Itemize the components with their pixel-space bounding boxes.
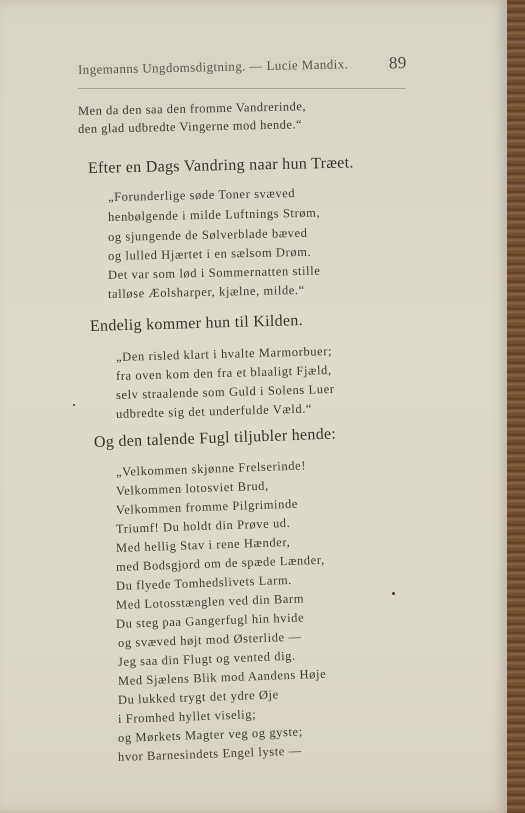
verse-line: og Mørkets Magter veg og gyste; xyxy=(117,724,304,745)
verse-line: Du flyede Tomhedslivets Larm. xyxy=(115,572,293,593)
verse-line: „Velkommen skjønne Frelserinde! xyxy=(115,458,307,479)
page-number: 89 xyxy=(388,53,407,73)
verse-line: „Forunderlige søde Toner svæved xyxy=(107,186,296,204)
verse-line: Velkommen lotosviet Brud, xyxy=(115,478,269,498)
header-rule xyxy=(78,88,406,89)
verse-line: udbredte sig det underfulde Væld.“ xyxy=(115,401,313,421)
verse-line: fra oven kom den fra et blaaligt Fjæld, xyxy=(115,362,332,383)
running-header xyxy=(78,55,408,78)
verse-line: Jeg saa din Flugt og vented dig. xyxy=(117,648,296,669)
verse-line: Med Sjælens Blik mod Aandens Høje xyxy=(117,666,327,688)
verse-line: Velkommen fromme Pilgriminde xyxy=(115,496,299,517)
paper-speck xyxy=(392,592,395,595)
verse-line: og sjungende de Sølverblade bæved xyxy=(107,225,308,244)
verse-line: Med Lotosstænglen ved din Barm xyxy=(115,591,305,612)
verse-line: „Den risled klart i hvalte Marmorbuer; xyxy=(115,343,333,364)
verse-line: Triumf! Du holdt din Prøve ud. xyxy=(115,515,291,536)
verse-line: henbølgende i milde Luftnings Strøm, xyxy=(107,205,321,224)
verse-line: Du steg paa Gangerfugl hin hvide xyxy=(115,610,305,631)
verse-line: Du lukked trygt det ydre Øje xyxy=(117,687,280,707)
verse-line: Det var som lød i Sommernatten stille xyxy=(107,263,321,282)
verse-line: talløse Æolsharper, kjælne, milde.“ xyxy=(107,282,305,301)
section-heading: Endelig kommer hun til Kilden. xyxy=(89,312,304,335)
verse-line: selv straalende som Guld i Solens Luer xyxy=(115,381,335,402)
section-heading: Efter en Dags Vandring naar hun Træet. xyxy=(87,154,354,177)
intro-line: Men da den saa den fromme Vandrerinde, xyxy=(77,99,307,118)
verse-line: hvor Barnesindets Engel lyste — xyxy=(117,743,302,764)
verse-line: og svæved højt mod Østerlide — xyxy=(117,629,302,650)
verse-line: i Fromhed hyllet viselig; xyxy=(117,707,257,726)
paper-speck xyxy=(73,404,75,406)
verse-line: og lulled Hjærtet i en sælsom Drøm. xyxy=(107,244,312,263)
running-title: Ingemanns Ungdomsdigtning. — Lucie Mandix. xyxy=(77,56,349,77)
intro-line: den glad udbredte Vingerne mod hende.“ xyxy=(77,117,303,136)
verse-line: med Bodsgjord om de spæde Lænder, xyxy=(115,552,325,574)
verse-line: Med hellig Stav i rene Hænder, xyxy=(115,534,291,555)
section-heading: Og den talende Fugl tiljubler hende: xyxy=(93,425,337,451)
book-edge xyxy=(507,0,525,813)
